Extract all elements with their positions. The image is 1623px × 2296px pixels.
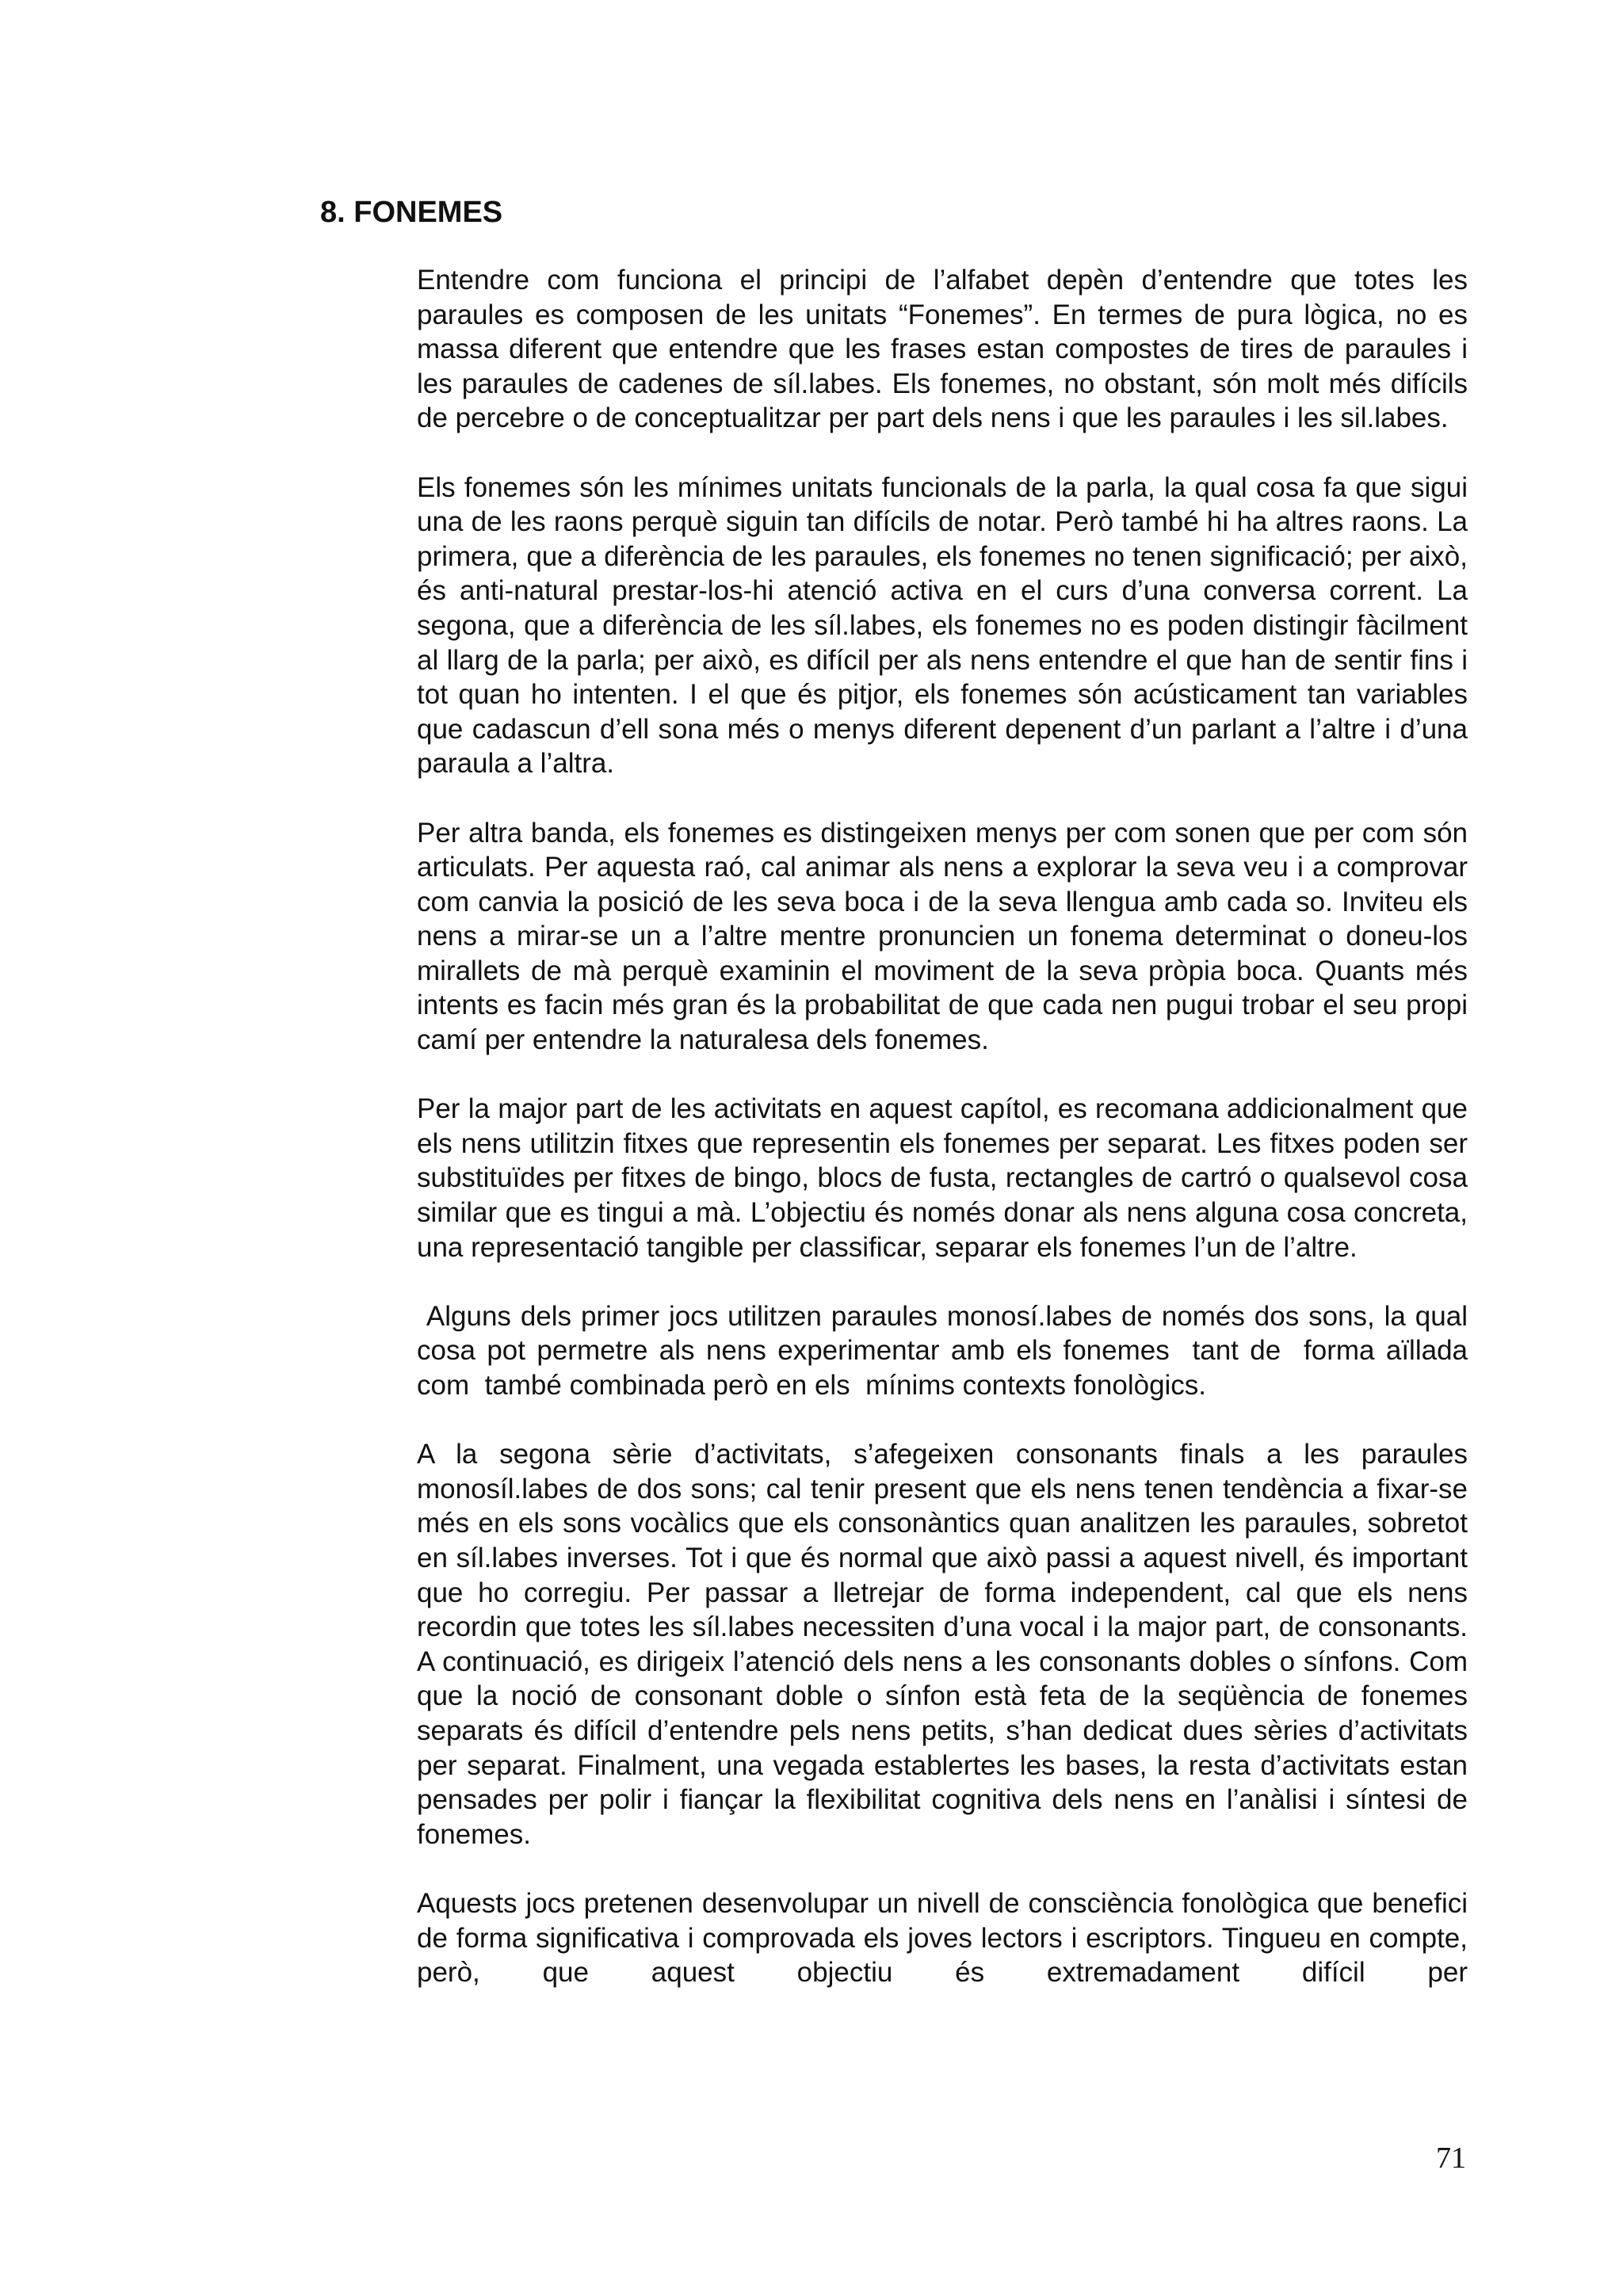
paragraph: A la segona sèrie d’activitats, s’afegeixen consonants finals a les paraules monosíl.labes de dos sons; cal tenir present que els nens tenen tendència a fixar-se més en els sons vocàlics que els consonàntics quan analitzen les paraules, sobretot en síl.labes inverses. Tot i que és normal que això passi a aquest nivell, és important que ho corregiu. Per passar a lletrejar de forma independent, cal que els nens recordin que totes les síl.labes necessiten d’una vocal i la major part, de consonants. A continuació, es dirigeix l’atenció dels nens a les consonants dobles o sínfons. Com que la noció de consonant doble o sínfon està feta de la seqüència de fonemes separats és difícil d’entendre pels nens petits, s’han dedicat dues sèries d’activitats per separat. Finalment, una vegada establertes les bases, la resta d’activitats estan pensades per polir i fiançar la flexibilitat cognitiva dels nens en l’anàlisi i síntesi de fonemes. — [417, 1439, 1468, 1850]
paragraph: Els fonemes són les mínimes unitats funcionals de la parla, la qual cosa fa que sigui una de les raons perquè siguin tan difícils de notar. Però també hi ha altres raons. La primera, que a diferència de les paraules, els fonemes no tenen significació; per això, és anti-natural prestar-los-hi atenció activa en el curs d’una conversa corrent. La segona, que a diferència de les síl.labes, els fonemes no es poden distingir fàcilment al llarg de la parla; per això, es difícil per als nens entendre el que han de sentir fins i tot quan ho intenten. I el que és pitjor, els fonemes són acústicament tan variables que cadascun d’ell sona més o menys diferent depenent d’un parlant a l’altre i d’una paraula a l’altra. — [417, 471, 1468, 780]
paragraph: Alguns dels primer jocs utilitzen paraules monosí.labes de només dos sons, la qual cosa pot permetre als nens experimentar amb els fonemes tant de forma aïllada com també combinada però en els mínims contexts fonològics. — [417, 1300, 1476, 1401]
body-text — [417, 263, 1476, 1990]
page-number: 71 — [1436, 2142, 1466, 2175]
paragraph: Aquests jocs pretenen desenvolupar un nivell de consciència fonològica que benefici de forma significativa i comprovada els joves lectors i escriptors. Tingueu en compte, però, que aquest objectiu és extremadament difícil per — [417, 1887, 1468, 1989]
paragraph: Per la major part de les activitats en aquest capítol, es recomana addicionalment que els nens utilitzin fitxes que representin els fonemes per separat. Les fitxes poden ser substituïdes per fitxes de bingo, blocs de fusta, rectangles de cartró o qualsevol cosa similar que es tingui a mà. L’objectiu és només donar als nens alguna cosa concreta, una representació tangible per classificar, separar els fonemes l’un de l’altre. — [417, 1093, 1468, 1263]
section-heading: 8. FONEMES — [320, 196, 503, 229]
paragraph: Per altra banda, els fonemes es distingeixen menys per com sonen que per com són articulats. Per aquesta raó, cal animar als nens a explorar la seva veu i a comprovar com canvia la posició de les seva boca i de la seva llengua amb cada so. Inviteu els nens a mirar-se un a l’altre mentre pronuncien un fonema determinat o doneu-los mirallets de mà perquè examinin el moviment de la seva pròpia boca. Quants més intents es facin més gran és la probabilitat de que cada nen pugui trobar el seu propi camí per entendre la naturalesa dels fonemes. — [417, 817, 1468, 1056]
paragraph: Entendre com funciona el principi de l’alfabet depèn d’entendre que totes les paraules es composen de les unitats “Fonemes”. En termes de pura lògica, no es massa diferent que entendre que les frases estan compostes de tires de paraules i les paraules de cadenes de síl.labes. Els fonemes, no obstant, són molt més difícils de percebre o de conceptualitzar per part dels nens i que les paraules i les sil.labes. — [417, 265, 1468, 434]
